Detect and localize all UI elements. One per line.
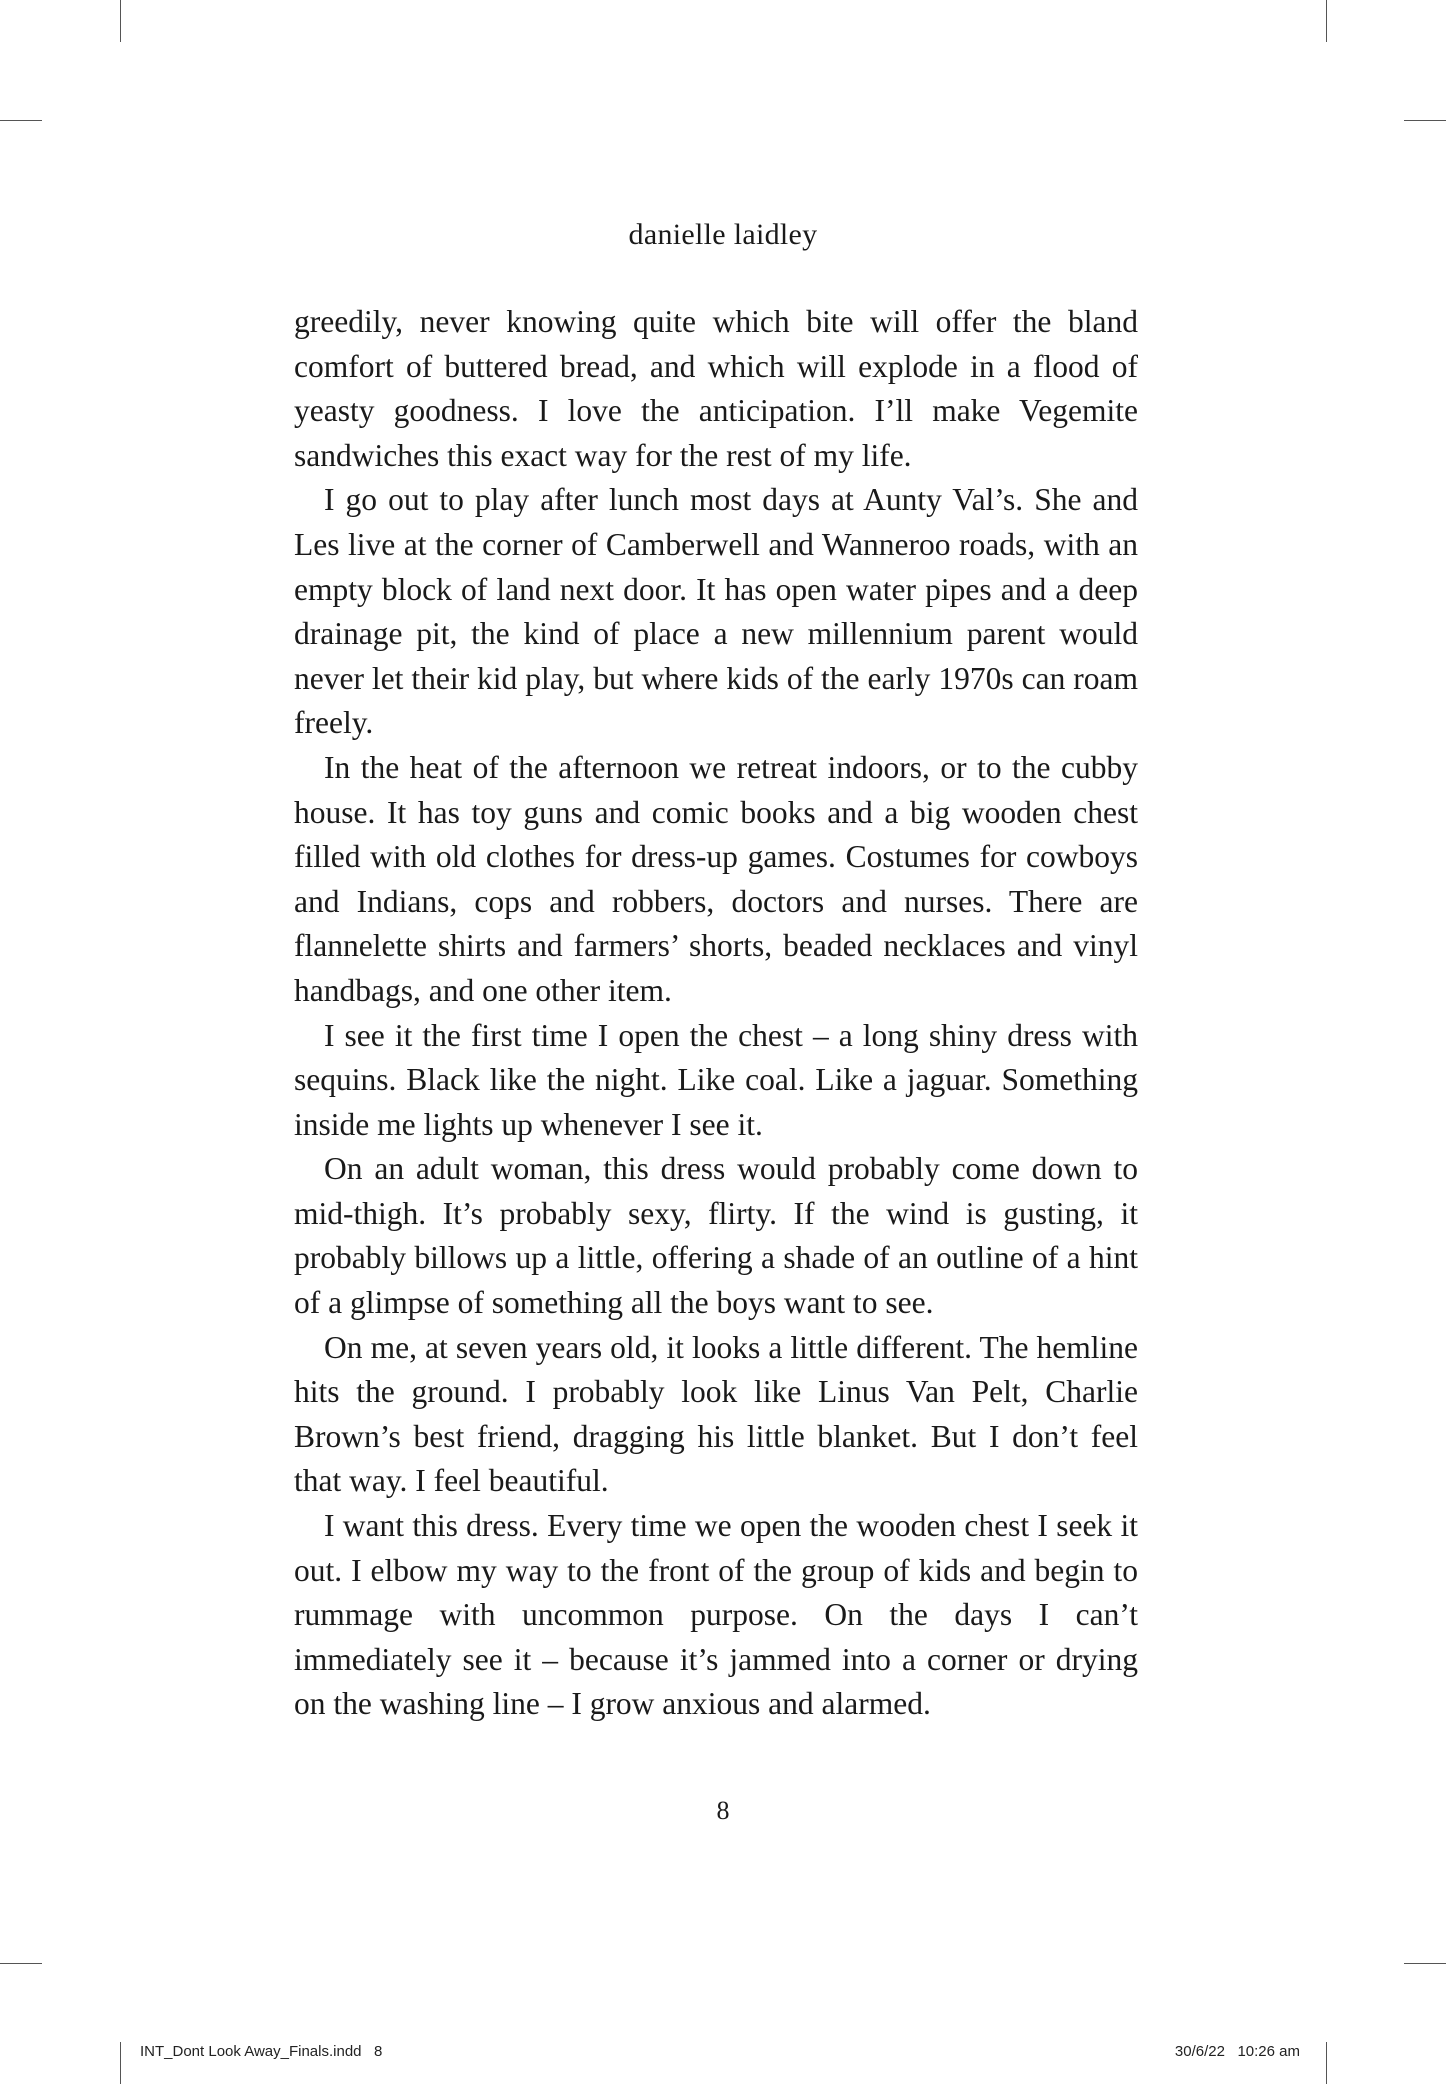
body-text [294,300,1138,1727]
page-number: 8 [716,1796,730,1825]
paragraph: On an adult woman, this dress would probably come down to mid-thigh. It’s probably sexy, flirty. If the wind is gusting, it probably billows up a little, offering a shade of an outline of a hint of a glimpse of something all the boys want to see. [294,1151,1138,1321]
paragraph: I want this dress. Every time we open the wooden chest I seek it out. I elbow my way to the front of the group of kids and begin to rummage with uncommon purpose. On the days I can’t immediately see it – because it’s jammed into a corner or drying on the washing line – I grow anxious and alarmed. [294,1508,1138,1722]
crop-mark-top-right [1326,0,1327,42]
crop-mark-top-left [120,0,121,42]
crop-mark-left-upper [0,120,42,121]
paragraph: In the heat of the afternoon we retreat indoors, or to the cubby house. It has toy guns and comic books and a big wooden chest filled with old clothes for dress-up games. Costumes for cowboys and Indians, cops and robbers, doctors and nurses. There are flannelette shirts and farmers’ shorts, beaded necklaces and vinyl handbags, and one other item. [294,749,1138,1008]
paragraph: I see it the first time I open the chest – a long shiny dress with sequins. Black like the night. Like coal. Like a jaguar. Something inside me lights up whenever I see it. [294,1017,1138,1142]
paragraph: On me, at seven years old, it looks a little different. The hemline hits the ground. I probably look like Linus Van Pelt, Charlie Brown’s best friend, dragging his little blanket. But I don’t feel that way. I feel beautiful. [294,1329,1138,1499]
crop-mark-left-lower [0,1963,42,1964]
slug-timestamp: 30/6/22 10:26 am [1174,2043,1300,2060]
slug-file-name: INT_Dont Look Away_Finals.indd 8 [140,2043,383,2060]
paragraph: I go out to play after lunch most days at Aunty Val’s. She and Les live at the corner of Camberwell and Wanneroo roads, with an empty block of land next door. It has open water pipes and a deep drainage pit, the kind of place a new millennium parent would never let their kid play, but where kids of the early 1970s can roam freely. [294,482,1138,741]
crop-mark-right-lower [1404,1963,1446,1964]
running-head: danielle laidley [628,218,818,251]
crop-mark-bottom-left [120,2042,121,2084]
paragraph: greedily, never knowing quite which bite will offer the bland comfort of buttered bread, and which will explode in a flood of yeasty goodness. I love the anticipation. I’ll make Vegemite sandwiches this exact way for the rest of my life. [294,304,1138,473]
crop-mark-bottom-right [1326,2042,1327,2084]
crop-mark-right-upper [1404,120,1446,121]
